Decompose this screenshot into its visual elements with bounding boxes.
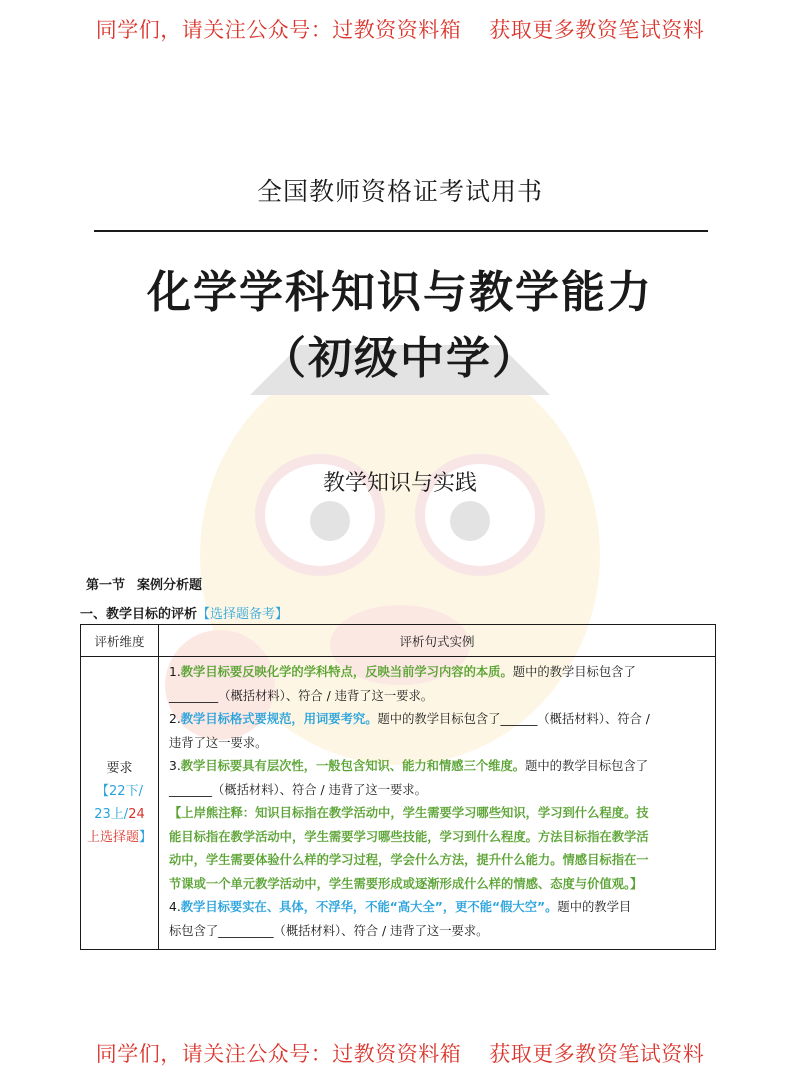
item-number: 4.	[169, 900, 181, 914]
header-dimension: 评析维度	[81, 625, 159, 657]
banner-text-2: 获取更多教资笔试资料	[489, 1042, 705, 1066]
requirement-label: 要求	[106, 761, 133, 776]
item-3	[169, 755, 707, 779]
item-text: 题中的教学目标包含了______（概括材料）、符合 /	[377, 712, 650, 726]
item-highlight: 教学目标要反映化学的学科特点，反映当前学习内容的本质。	[180, 665, 513, 679]
top-banner	[0, 14, 800, 44]
tag-mid: 23上/	[94, 807, 129, 822]
section-title: 案例分析题	[137, 578, 203, 593]
item-3-line2: _______（概括材料）、符合 / 违背了这一要求。	[169, 782, 427, 797]
item-highlight: 教学目标要具有层次性，一般包含知识、能力和情感三个维度。	[180, 759, 526, 773]
item-2	[169, 708, 707, 732]
banner-text-2: 获取更多教资笔试资料	[489, 18, 705, 42]
main-title: 化学学科知识与教学能力	[147, 267, 653, 318]
header-examples: 评析句式实例	[159, 625, 716, 657]
series-title: 全国教师资格证考试用书	[256, 177, 543, 206]
main-subtitle: （初级中学）	[262, 333, 538, 384]
item-1	[169, 661, 707, 685]
tag-close: 】	[139, 830, 153, 845]
tag-red-year: 24	[128, 807, 145, 822]
item-number: 1.	[169, 665, 181, 679]
item-text: 题中的教学目标包含了	[525, 759, 649, 773]
evaluation-table	[80, 624, 716, 950]
banner-text-1: 同学们，请关注公众号：过教资资料箱	[95, 1042, 462, 1066]
item-number: 3.	[169, 759, 181, 773]
note-line-1: 【上岸熊注释：知识目标指在教学活动中，学生需要学习哪些知识，学习到什么程度。技	[169, 806, 649, 820]
tag-open: 【22下/	[96, 784, 143, 799]
item-4-line2: 标包含了_________（概括材料）、符合 / 违背了这一要求。	[169, 923, 489, 938]
item-highlight: 教学目标要实在、具体，不浮华，不能“高大全”，更不能“假大空”。	[180, 900, 558, 914]
section-number: 第一节	[86, 578, 126, 593]
sub-heading	[80, 603, 288, 622]
table-row	[81, 657, 716, 950]
section-heading	[86, 574, 202, 593]
note-line-4: 节课或一个单元教学活动中，学生需要形成或逐渐形成什么样的情感、态度与价值观。】	[169, 876, 643, 891]
item-text: 题中的教学目	[557, 900, 632, 914]
requirement-cell	[81, 657, 159, 950]
part-title: 教学知识与实践	[322, 471, 477, 496]
tag-red-label: 上选择题	[86, 830, 139, 845]
note-line-3: 动中，学生需要体验什么样的学习过程，学会什么方法，提升什么能力。情感目标指在一	[169, 853, 649, 867]
table-header-row	[81, 625, 716, 657]
examples-cell	[159, 657, 716, 950]
item-4	[169, 896, 707, 920]
banner-text-1: 同学们，请关注公众号：过教资资料箱	[95, 18, 462, 42]
note-line-2: 能目标指在教学活动中，学生需要学习哪些技能，学习到什么程度。方法目标指在教学活	[169, 829, 649, 844]
item-text: 题中的教学目标包含了	[512, 665, 636, 679]
title-divider	[94, 230, 708, 232]
item-2-line2: 违背了这一要求。	[169, 735, 268, 750]
item-1-line2: ________（概括材料）、符合 / 违背了这一要求。	[169, 688, 434, 703]
item-highlight: 教学目标格式要规范，用词要考究。	[180, 712, 378, 726]
bottom-banner	[0, 1038, 800, 1068]
sub-heading-tag: 【选择题备考】	[197, 607, 289, 622]
sub-heading-text: 一、教学目标的评析	[80, 607, 198, 622]
requirement-tag	[85, 780, 154, 849]
item-number: 2.	[169, 712, 181, 726]
